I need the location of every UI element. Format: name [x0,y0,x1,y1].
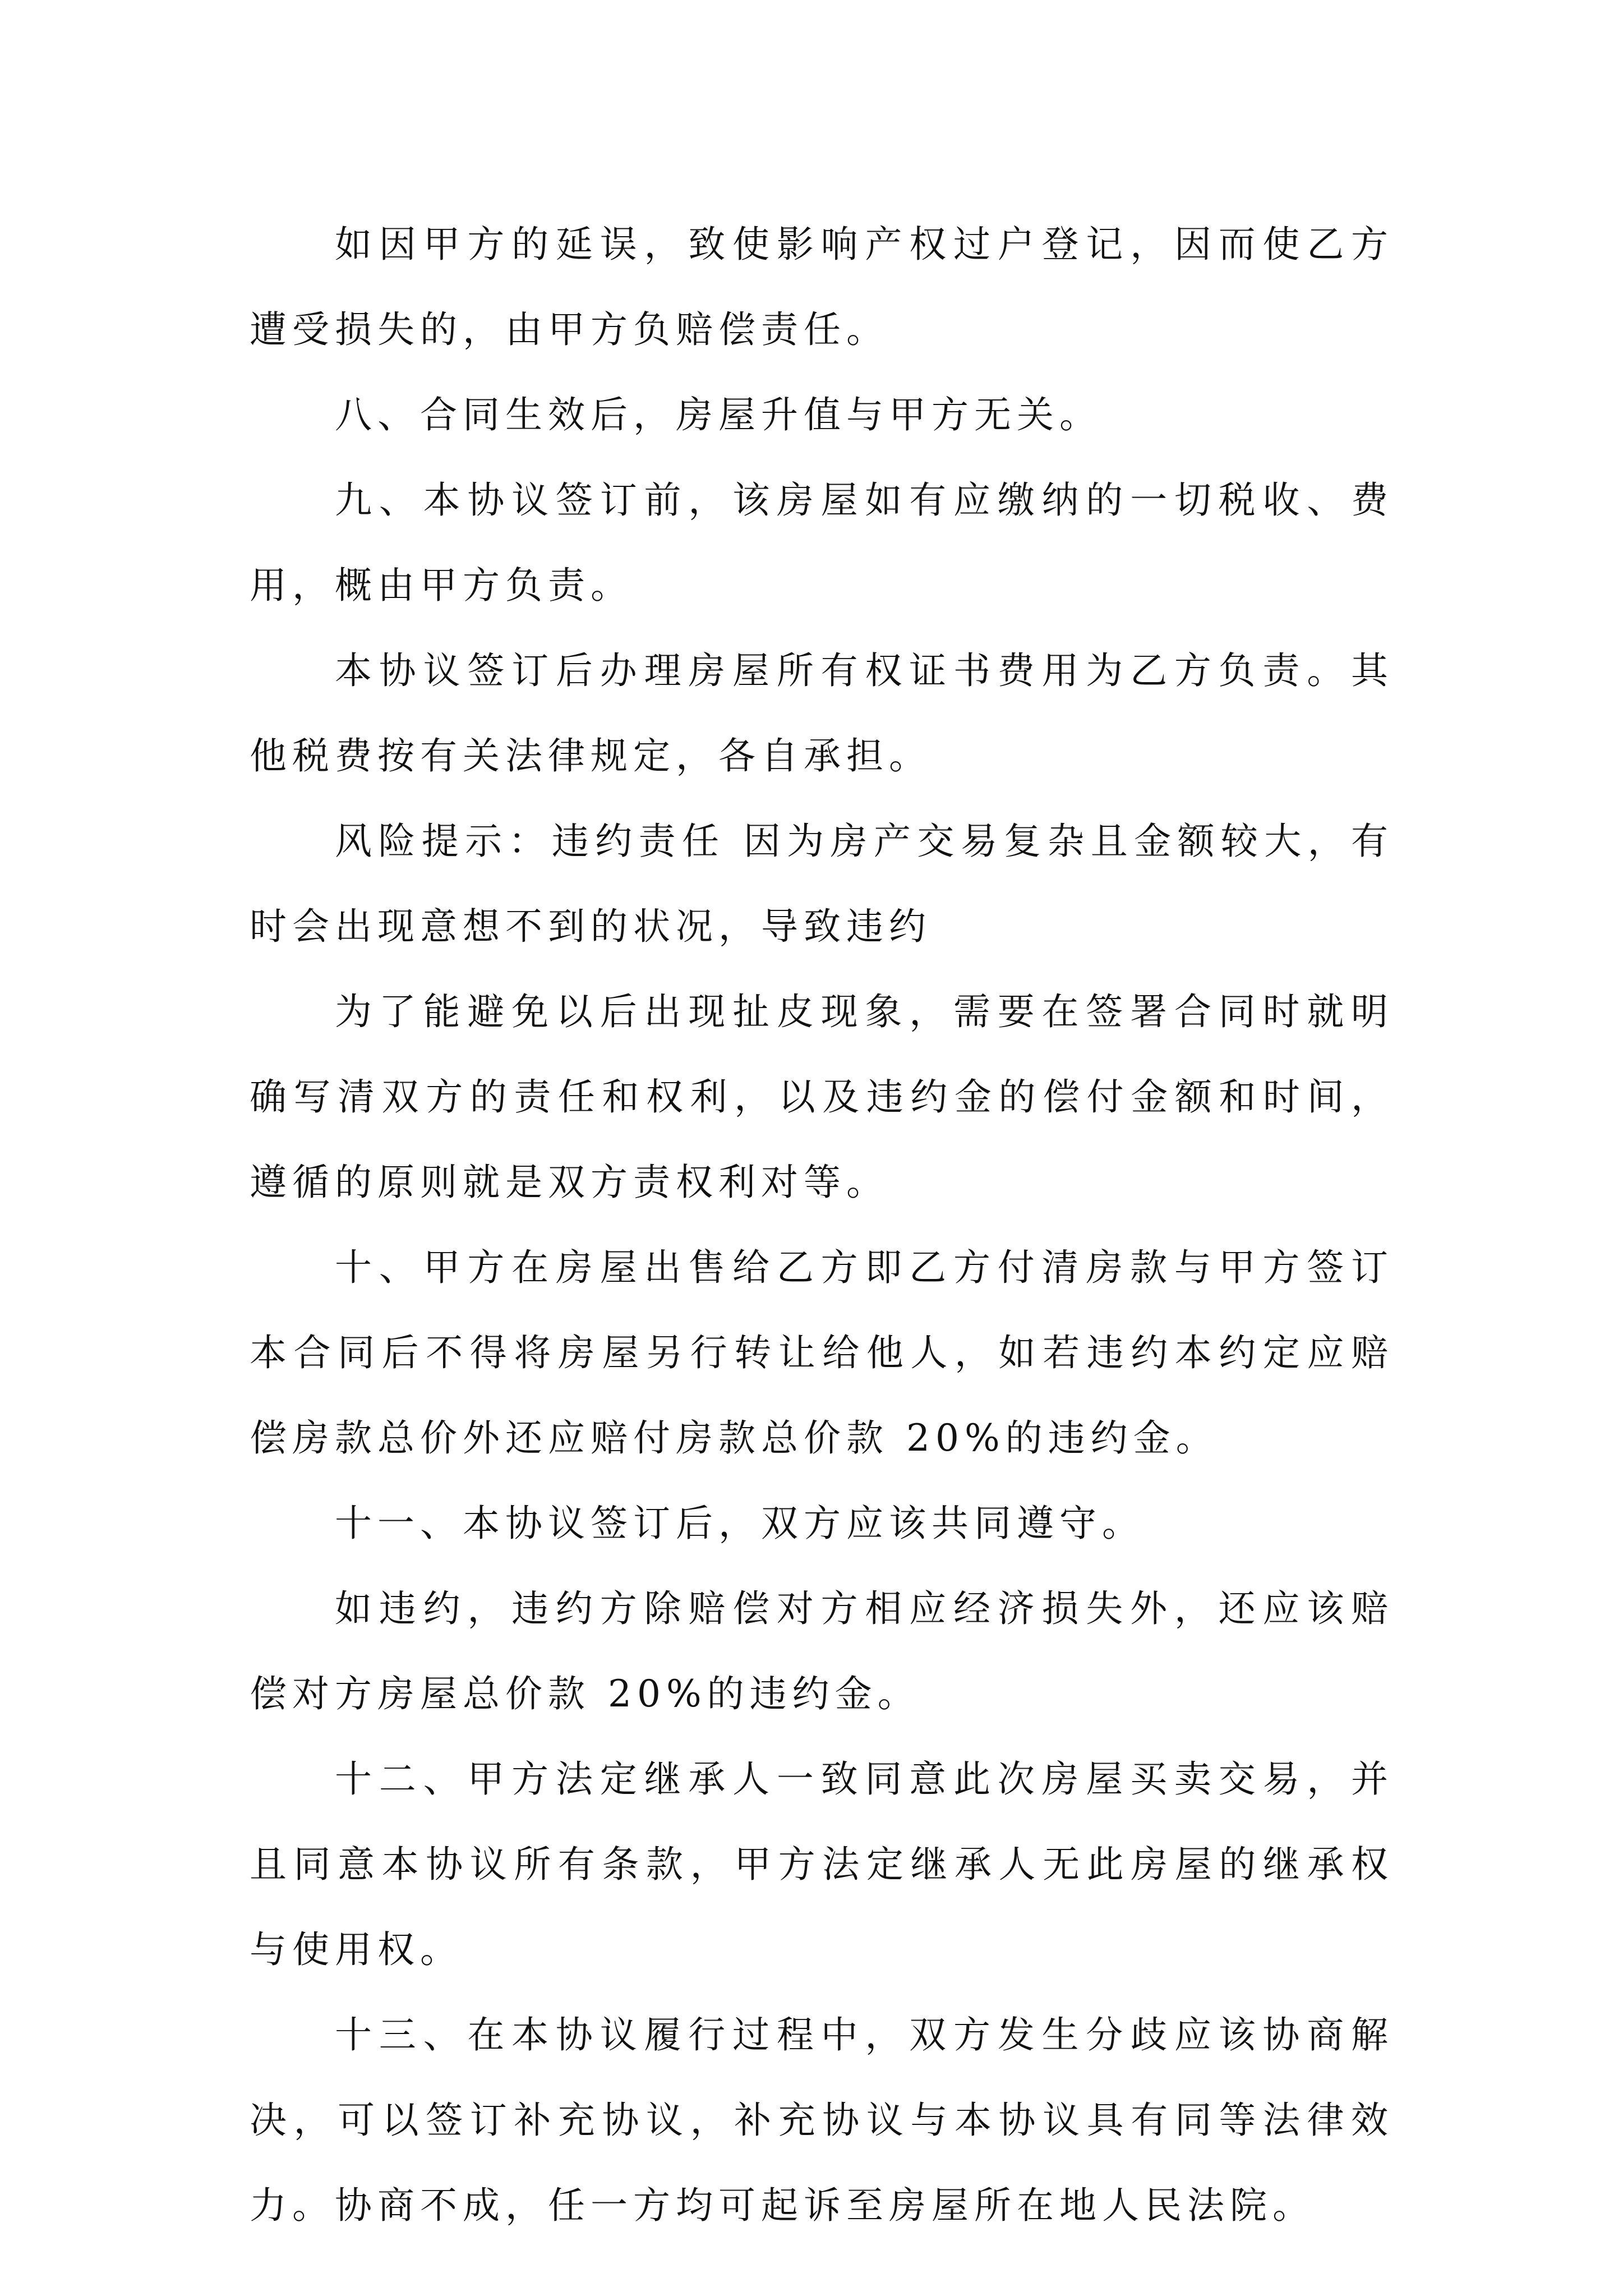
document-body [250,202,1394,2248]
paragraph-clause-13: 十三、在本协议履行过程中，双方发生分歧应该协商解决，可以签订补充协议，补充协议与本协议具有同等法律效力。协商不成，任一方均可起诉至房屋所在地人民法院。 [250,2013,1394,2227]
paragraph-clause-11: 十一、本协议签订后，双方应该共同遵守。 [335,1502,1145,1545]
paragraph-clause-12: 十二、甲方法定继承人一致同意此次房屋买卖交易，并且同意本协议所有条款，甲方法定继承人无此房屋的继承权与使用权。 [250,1757,1394,1971]
paragraph-delay-liability: 如因甲方的延误，致使影响产权过户登记，因而使乙方遭受损失的，由甲方负赔偿责任。 [250,223,1394,351]
paragraph-certificate-fees: 本协议签订后办理房屋所有权证书费用为乙方负责。其他税费按有关法律规定，各自承担。 [250,649,1394,777]
paragraph-clause-9: 九、本协议签订前，该房屋如有应缴纳的一切税收、费用，概由甲方负责。 [250,478,1394,607]
paragraph-clause-10: 十、甲方在房屋出售给乙方即乙方付清房款与甲方签订本合同后不得将房屋另行转让给他人，如若违约本约定应赔偿房款总价外还应赔付房款总价款 20%的违约金。 [250,1246,1394,1460]
paragraph-breach-penalty: 如违约，违约方除赔偿对方相应经济损失外，还应该赔偿对方房屋总价款 20%的违约金。 [250,1587,1394,1715]
paragraph-clause-8: 八、合同生效后，房屋升值与甲方无关。 [335,393,1102,436]
paragraph-avoid-disputes: 为了能避免以后出现扯皮现象，需要在签署合同时就明确写清双方的责任和权利，以及违约金的偿付金额和时间，遵循的原则就是双方责权利对等。 [250,990,1394,1204]
paragraph-risk-notice: 风险提示：违约责任 因为房产交易复杂且金额较大，有时会出现意想不到的状况，导致违约 [250,820,1394,948]
